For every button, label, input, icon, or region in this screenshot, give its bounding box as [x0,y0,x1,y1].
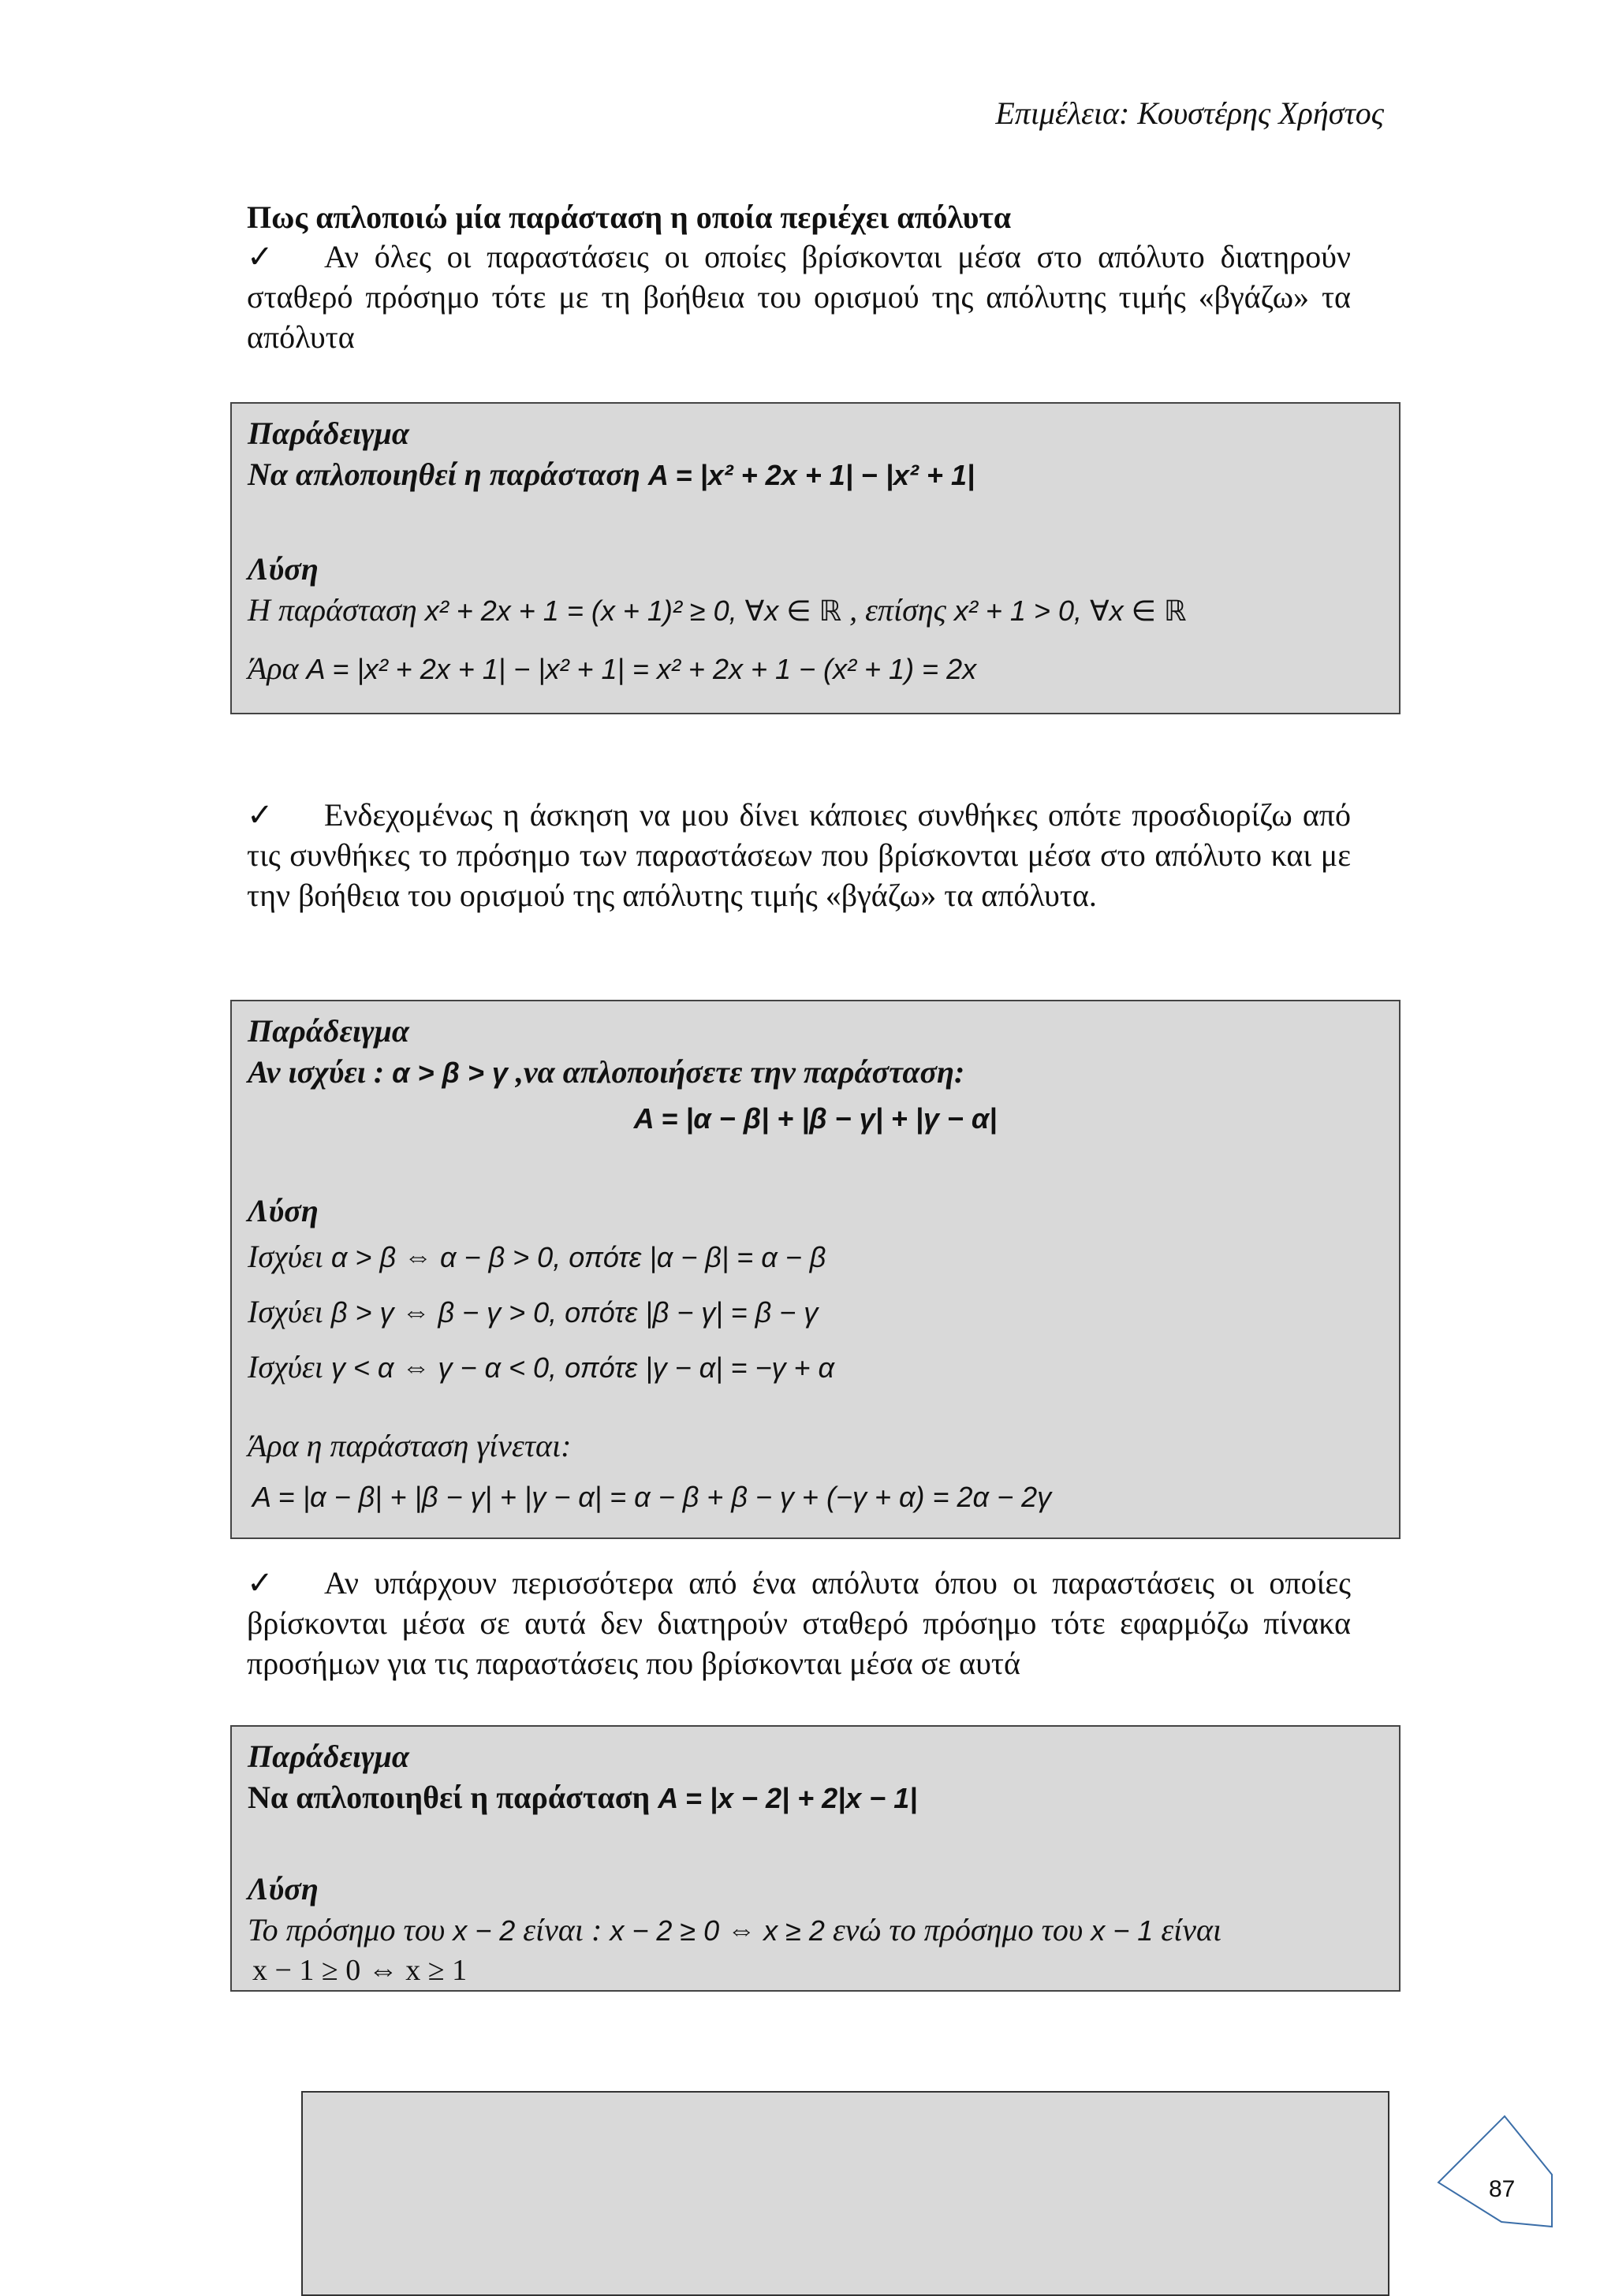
example-1-line-1-math: x² + 2x + 1 = (x + 1)² ≥ 0, ∀x ∈ ℝ [424,594,842,627]
example-2-solution-label: Λύση [248,1193,319,1228]
example-3-task-math: A = |x − 2| + 2|x − 1| [658,1782,918,1814]
example-3-task [248,1779,917,1816]
example-1-heading: Παράδειγμα [248,416,409,451]
example-2-conclusion-text: Άρα η παράσταση γίνεται: [248,1428,572,1463]
example-2-line-1-math: α > β ⇔ α − β > 0, οπότε |α − β| = α − β [330,1241,826,1273]
section-title: Πως απλοποιώ μία παράσταση η οποία περιέχει απόλυτα [247,199,1012,235]
page-header-author: Επιμέλεια: Κουστέρης Χρήστος [995,95,1384,131]
example-2-line-1-text: Ισχύει [248,1239,323,1274]
example-2-conclusion-math: A = |α − β| + |β − γ| + |γ − α| = α − β + β − γ + (−γ + α) = 2α − 2γ [252,1481,1052,1513]
paragraph-1 [247,237,1351,357]
example-3-line-1-math3: x − 1 [1091,1914,1154,1947]
example-2-task [248,1053,964,1090]
example-3-line-2-math: x − 1 ≥ 0 ⇔ x ≥ 1 [252,1954,468,1987]
page-number: 87 [1489,2176,1516,2202]
example-2-center-math: A = |α − β| + |β − γ| + |γ − α| [633,1102,998,1135]
example-1-solution-label: Λύση [248,551,319,587]
example-3-line-1-text: Το πρόσημο του [248,1912,446,1948]
example-3-line-1-text2: είναι : [523,1912,602,1948]
example-1-line-1-text2: , επίσης [849,592,946,628]
example-2-line-3 [248,1348,834,1385]
example-1-line-1 [248,591,1186,628]
example-1-line-1-text: Η παράσταση [248,592,417,628]
example-3-line-2 [252,1951,467,1988]
example-3-line-1-math2: x − 2 ≥ 0 ⇔ x ≥ 2 [610,1914,825,1947]
example-2-line-1 [248,1238,826,1275]
example-box-1 [230,402,1401,714]
example-2-line-2-text: Ισχύει [248,1294,323,1329]
paragraph-3 [247,1563,1351,1683]
example-box-3 [230,1725,1401,1992]
example-2-line-3-math: γ < α ⇔ γ − α < 0, οπότε |γ − α| = −γ + α [330,1351,835,1384]
example-2-line-2 [248,1293,818,1330]
example-box-2 [230,1000,1401,1539]
example-1-line-1-math2: x² + 1 > 0, ∀x ∈ ℝ [953,594,1187,627]
example-1-task-text: Να απλοποιηθεί η παράσταση [248,457,640,492]
example-2-heading: Παράδειγμα [248,1013,409,1049]
example-1-line-2-math: A = |x² + 2x + 1| − |x² + 1| = x² + 2x + 1 − (x² + 1) = 2x [306,653,977,685]
example-3-line-1-math: x − 2 [453,1914,516,1947]
paragraph-2 [247,795,1351,915]
example-2-task-text2: ,να απλοποιήσετε την παράσταση: [515,1054,965,1090]
paragraph-1-text: Αν όλες οι παραστάσεις οι οποίες βρίσκονται μέσα στο απόλυτο διατηρούν σταθερό πρόσημο τότε με τη βοήθεια του ορισμού της απόλυτης τιμής «βγάζω» τα απόλυτα [247,239,1351,355]
example-1-line-2-text: Άρα [248,650,299,686]
continuation-box [301,2091,1389,2296]
example-2-task-text: Αν ισχύει : [248,1054,385,1090]
example-1-task [248,456,975,493]
check-icon: ✓ [247,239,274,274]
example-3-line-1-text3: ενώ το πρόσημο του [832,1912,1084,1948]
example-1-line-2 [248,650,976,687]
example-2-conclusion-row [252,1478,1051,1515]
paragraph-3-text: Αν υπάρχουν περισσότερα από ένα απόλυτα όπου οι παραστάσεις οι οποίες βρίσκονται μέσα σε αυτά δεν διατηρούν σταθερό πρόσημο τότε εφαρμόζω πίνακα προσήμων για τις παραστάσεις που βρίσκονται μέσα σε αυτά [247,1565,1351,1681]
paragraph-2-text: Ενδεχομένως η άσκηση να μου δίνει κάποιες συνθήκες οπότε προσδιορίζω από τις συνθήκες το πρόσημο των παραστάσεων που βρίσκονται μέσα στο απόλυτο και με την βοήθεια του ορισμού της απόλυτης τιμής «βγάζω» τα απόλυτα. [247,797,1351,913]
example-2-line-2-math: β > γ ⇔ β − γ > 0, οπότε |β − γ| = β − γ [330,1296,819,1329]
check-icon: ✓ [247,797,274,833]
example-3-task-text: Να απλοποιηθεί η παράσταση [248,1780,651,1815]
example-3-line-1-text4: είναι [1161,1912,1222,1948]
example-3-line-1 [248,1911,1222,1948]
example-2-line-3-text: Ισχύει [248,1349,323,1385]
example-2-center-math-row [232,1099,1399,1136]
check-icon: ✓ [247,1565,274,1601]
example-2-task-math: α > β > γ [392,1057,508,1089]
example-1-task-math: A = |x² + 2x + 1| − |x² + 1| [647,459,975,491]
example-3-solution-label: Λύση [248,1871,319,1906]
example-3-heading: Παράδειγμα [248,1739,409,1774]
